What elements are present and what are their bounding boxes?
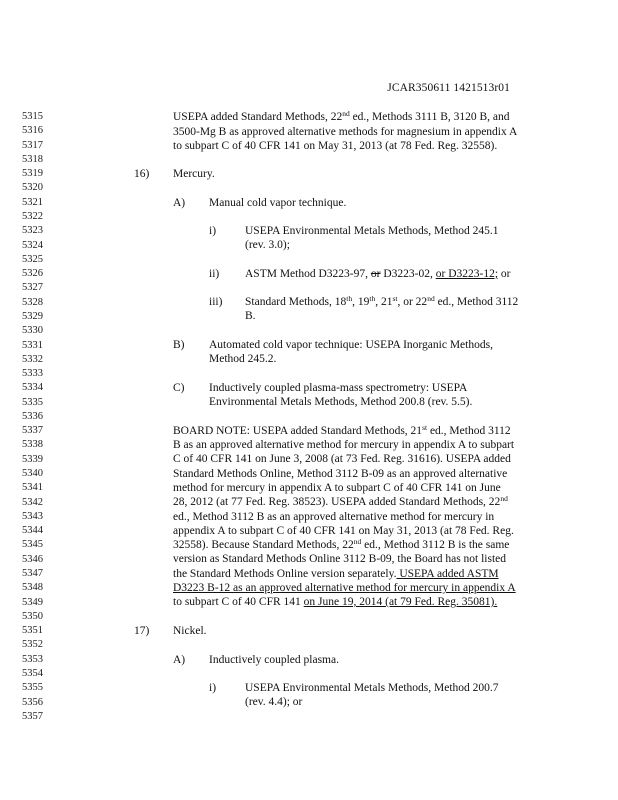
- line-number: 5340: [22, 468, 43, 479]
- item-number-17: 17): [134, 625, 150, 637]
- line-number: 5321: [22, 196, 43, 208]
- board-note-line-8: appendix A to subpart C of 40 CFR 141 on May 31, 2013 (at 78 Fed. Reg.: [173, 525, 514, 537]
- line-number: 5344: [22, 525, 43, 537]
- intro-line-1: USEPA added Standard Methods, 22nd ed., Methods 3111 B, 3120 B, and: [173, 109, 510, 123]
- line-number: 5346: [22, 553, 43, 565]
- mercury-b-label: B): [173, 339, 185, 351]
- line-number: 5326: [22, 268, 43, 280]
- board-note-line-11: the Standard Methods Online version separately. USEPA added ASTM: [173, 568, 499, 580]
- line-number: 5345: [22, 539, 43, 551]
- line-number: 5335: [22, 396, 43, 408]
- intro-line-2: 3500-Mg B as approved alternative methods for magnesium in appendix A: [173, 126, 518, 138]
- mercury-a-ii-label: ii): [209, 268, 220, 280]
- document-id-header: JCAR350611 1421513r01: [387, 82, 510, 94]
- mercury-b-line-2: Method 245.2.: [209, 353, 277, 365]
- line-number: 5353: [22, 653, 43, 665]
- nickel-a-text: Inductively coupled plasma.: [209, 654, 339, 666]
- line-number: 5349: [22, 596, 43, 608]
- nickel-a-i-label: i): [209, 682, 217, 694]
- line-number: 5338: [22, 439, 43, 451]
- line-number: 5323: [22, 225, 43, 237]
- line-number: 5355: [22, 682, 43, 694]
- mercury-a-label: A): [173, 197, 186, 209]
- line-number: 5333: [22, 368, 43, 379]
- board-note-line-4: Standard Methods Online, Method 3112 B-09 as an approved alternative: [173, 468, 508, 480]
- board-note-line-5: method for mercury in appendix A to subpart C of 40 CFR 141 on June: [173, 482, 501, 494]
- line-number: 5322: [22, 211, 43, 222]
- line-number: 5354: [22, 667, 43, 679]
- mercury-a-i-label: i): [209, 225, 217, 237]
- line-number: 5357: [22, 710, 43, 722]
- mercury-a-ii-text: ASTM Method D3223-97, or D3223-02, or D3223-12; or: [245, 268, 511, 280]
- mercury-heading: Mercury.: [173, 168, 215, 180]
- line-number: 5332: [22, 353, 43, 365]
- nickel-a-i-line-2: (rev. 4.4); or: [245, 696, 303, 708]
- mercury-a-iii-label: iii): [209, 296, 223, 308]
- board-note-line-13: to subpart C of 40 CFR 141 on June 19, 2014 (at 79 Fed. Reg. 35081).: [173, 596, 498, 608]
- mercury-a-i-line-2: (rev. 3.0);: [245, 239, 290, 251]
- mercury-a-iii-line-2: B.: [245, 310, 256, 322]
- line-number: 5327: [22, 282, 43, 294]
- intro-line-3: to subpart C of 40 CFR 141 on May 31, 2013 (at 78 Fed. Reg. 32558).: [173, 140, 498, 152]
- line-number: 5317: [22, 139, 43, 151]
- board-note-line-3: C of 40 CFR 141 on June 3, 2008 (at 73 Fed. Reg. 31616). USEPA added: [173, 453, 511, 465]
- line-number: 5319: [22, 168, 43, 180]
- board-note-line-1: BOARD NOTE: USEPA added Standard Methods, 21st ed., Method 3112: [173, 423, 511, 437]
- nickel-a-label: A): [173, 654, 186, 666]
- line-number: 5351: [22, 625, 43, 637]
- mercury-a-text: Manual cold vapor technique.: [209, 197, 347, 209]
- nickel-heading: Nickel.: [173, 625, 207, 637]
- line-number: 5336: [22, 410, 43, 422]
- board-note-line-9: 32558). Because Standard Methods, 22nd ed., Method 3112 B is the same: [173, 537, 510, 551]
- line-number: 5348: [22, 582, 43, 594]
- mercury-b-line-1: Automated cold vapor technique: USEPA Inorganic Methods,: [209, 339, 493, 351]
- line-number: 5329: [22, 310, 43, 322]
- mercury-c-line-2: Environmental Metals Methods, Method 200.8 (rev. 5.5).: [209, 396, 473, 408]
- board-note-line-2: B as an approved alternative method for mercury in appendix A to subpart: [173, 439, 515, 451]
- line-number: 5352: [22, 639, 43, 651]
- board-note-line-7: ed., Method 3112 B as an approved alternative method for mercury in: [173, 511, 495, 523]
- line-number: 5320: [22, 182, 43, 194]
- line-number: 5334: [22, 382, 43, 394]
- line-number: 5350: [22, 610, 43, 622]
- line-number: 5324: [22, 239, 43, 251]
- mercury-c-line-1: Inductively coupled plasma-mass spectrometry: USEPA: [209, 382, 468, 394]
- line-number: 5331: [22, 339, 43, 351]
- board-note-line-12: D3223 B-12 as an approved alternative method for mercury in appendix A: [173, 582, 516, 594]
- board-note-line-10: version as Standard Methods Online 3112 B-09, the Board has not listed: [173, 553, 507, 565]
- mercury-a-iii-line-1: Standard Methods, 18th, 19th, 21st, or 22nd ed., Method 3112: [245, 294, 519, 308]
- line-number: 5316: [22, 125, 43, 137]
- line-number: 5318: [22, 153, 43, 165]
- item-number-16: 16): [134, 168, 150, 180]
- mercury-c-label: C): [173, 382, 185, 394]
- line-number: 5328: [22, 296, 43, 308]
- nickel-a-i-line-1: USEPA Environmental Metals Methods, Method 200.7: [245, 682, 499, 694]
- mercury-a-i-line-1: USEPA Environmental Metals Methods, Method 245.1: [245, 225, 499, 237]
- line-number: 5342: [22, 496, 43, 508]
- line-number: 5325: [22, 253, 43, 265]
- line-number: 5315: [22, 111, 43, 122]
- line-number: 5356: [22, 696, 43, 708]
- line-number: 5330: [22, 325, 43, 337]
- line-number: 5347: [22, 568, 43, 579]
- line-number: 5339: [22, 453, 43, 465]
- board-note-line-6: 28, 2012 (at 77 Fed. Reg. 38523). USEPA added Standard Methods, 22nd: [173, 494, 508, 508]
- line-number: 5337: [22, 425, 43, 437]
- line-number: 5341: [22, 482, 43, 494]
- line-number: 5343: [22, 510, 43, 522]
